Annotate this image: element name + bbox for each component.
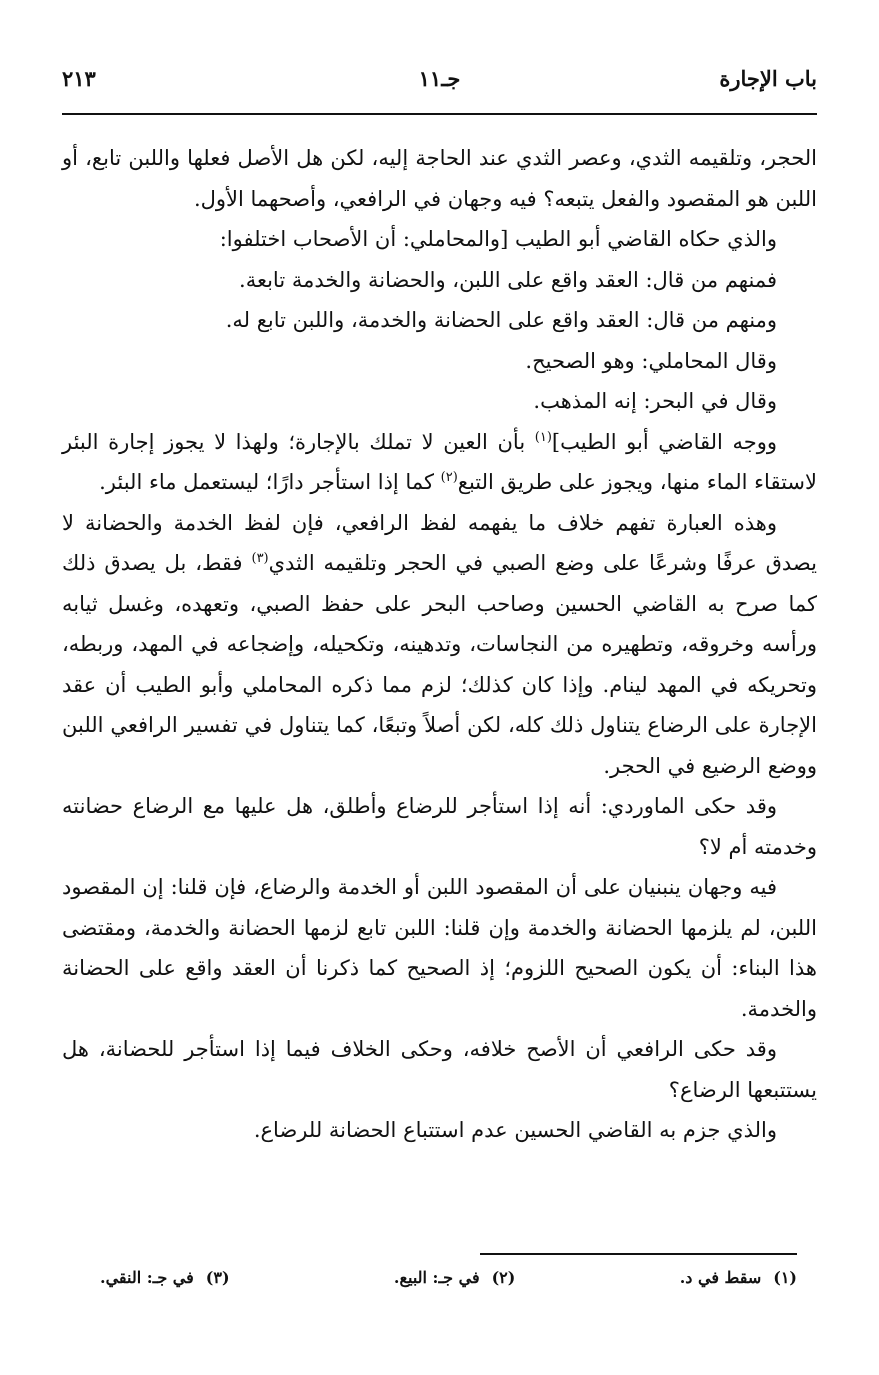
paragraph-text: فقط، بل يصدق ذلك كما صرح به القاضي الحسين وصاحب البحر على حفظ الصبي، وتعهده، وغسل ثيابه ورأسه وخروقه، وتطهيره من النجاسات، وتدهينه، وتكحيله، وإضجاعه في المهد، وربطه، وتحريكه في المهد لينام. وإذا كان كذلك؛ لزم مما ذكره المحاملي وأبو الطيب أن عقد الإجارة على الرضاع يتناول ذلك كله، لكن أصلاً وتبعًا، كما يتناول في تفسير الرافعي اللبن ووضع الرضيع في الحجر. — [62, 551, 817, 778]
footnote-text: سقط في د. — [679, 1268, 762, 1287]
paragraph-text: وهذه العبارة تفهم خلاف ما يفهمه لفظ الرافعي، فإن لفظ الخدمة والحضانة لا يصدق عرفًا وشرعًا على وضع الصبي في الحجر وتلقيمه الثدي — [62, 510, 817, 575]
body-text — [62, 138, 817, 1151]
paragraph-text: والذي حكاه القاضي أبو الطيب [والمحاملي: أن الأصحاب اختلفوا: — [219, 227, 777, 251]
paragraph — [62, 260, 817, 301]
paragraph-text: الحجر، وتلقيمه الثدي، وعصر الثدي عند الحاجة إليه، لكن هل الأصل فعلها واللبن تابع، أو اللبن هو المقصود والفعل يتبعه؟ فيه وجهان في الرافعي، وأصحهما الأول. — [62, 146, 817, 211]
page-number: ٢١٣ — [62, 66, 96, 91]
footnote-marker: (٣) — [251, 551, 269, 566]
paragraph — [62, 867, 817, 1029]
running-head — [62, 62, 817, 102]
paragraph-text: ووجه القاضي أبو الطيب] — [551, 429, 777, 454]
volume-label: جـ١١ — [418, 66, 461, 91]
paragraph-text: وقد حكى الماوردي: أنه إذا استأجر للرضاع وأطلق، هل عليها مع الرضاع حضانته وخدمته أم لا؟ — [62, 794, 817, 859]
paragraph — [62, 300, 817, 341]
paragraph — [62, 381, 817, 422]
footnote-text: في جـ: البيع. — [393, 1268, 480, 1287]
paragraph — [62, 138, 817, 219]
paragraph — [62, 786, 817, 867]
paragraph — [62, 422, 817, 503]
paragraph-text: بأن العين لا تملك بالإجارة؛ ولهذا لا يجوز إجارة البئر لاستقاء الماء منها، ويجوز على طريق التبع — [62, 429, 817, 494]
paragraph-text: فمنهم من قال: العقد واقع على اللبن، والحضانة والخدمة تابعة. — [239, 267, 777, 292]
footnote-1 — [680, 1268, 797, 1298]
footnote-marker: (١) — [534, 429, 552, 445]
paragraph — [62, 503, 817, 787]
paragraph — [62, 1029, 817, 1110]
paragraph-text: وقال في البحر: إنه المذهب. — [533, 389, 777, 413]
footnote-text: في جـ: النقي. — [100, 1268, 194, 1287]
footnote-rule — [480, 1253, 797, 1255]
footnote-3 — [100, 1268, 230, 1298]
paragraph-text: وقد حكى الرافعي أن الأصح خلافه، وحكى الخلاف فيما إذا استأجر للحضانة، هل يستتبعها الرضاع؟ — [62, 1037, 817, 1102]
paragraph-text: والذي جزم به القاضي الحسين عدم استتباع الحضانة للرضاع. — [253, 1118, 777, 1142]
footnote-2 — [394, 1268, 515, 1298]
footnote-number: (٢) — [491, 1268, 516, 1287]
paragraph-text: كما إذا استأجر دارًا؛ ليستعمل ماء البئر. — [99, 470, 441, 494]
footnote-number: (١) — [773, 1268, 797, 1287]
paragraph-text: فيه وجهان ينبنيان على أن المقصود اللبن أو الخدمة والرضاع، فإن قلنا: إن المقصود اللبن، لم يلزمها الحضانة والخدمة وإن قلنا: اللبن تابع لزمها الحضانة والخدمة، ومقتضى هذا البناء: أن يكون الصحيح اللزوم؛ إذ الصحيح كما ذكرنا أن العقد واقع على الحضانة والخدمة. — [62, 875, 817, 1021]
paragraph — [62, 219, 817, 260]
paragraph-text: ومنهم من قال: العقد واقع على الحضانة والخدمة، واللبن تابع له. — [225, 308, 777, 332]
paragraph-text: وقال المحاملي: وهو الصحيح. — [525, 348, 777, 373]
paragraph — [62, 341, 817, 382]
chapter-title: باب الإجارة — [719, 66, 817, 91]
paragraph — [62, 1110, 817, 1151]
footnote-number: (٣) — [205, 1268, 230, 1287]
footnote-marker: (٢) — [440, 470, 458, 485]
header-rule — [62, 113, 817, 115]
footnotes — [100, 1268, 797, 1298]
